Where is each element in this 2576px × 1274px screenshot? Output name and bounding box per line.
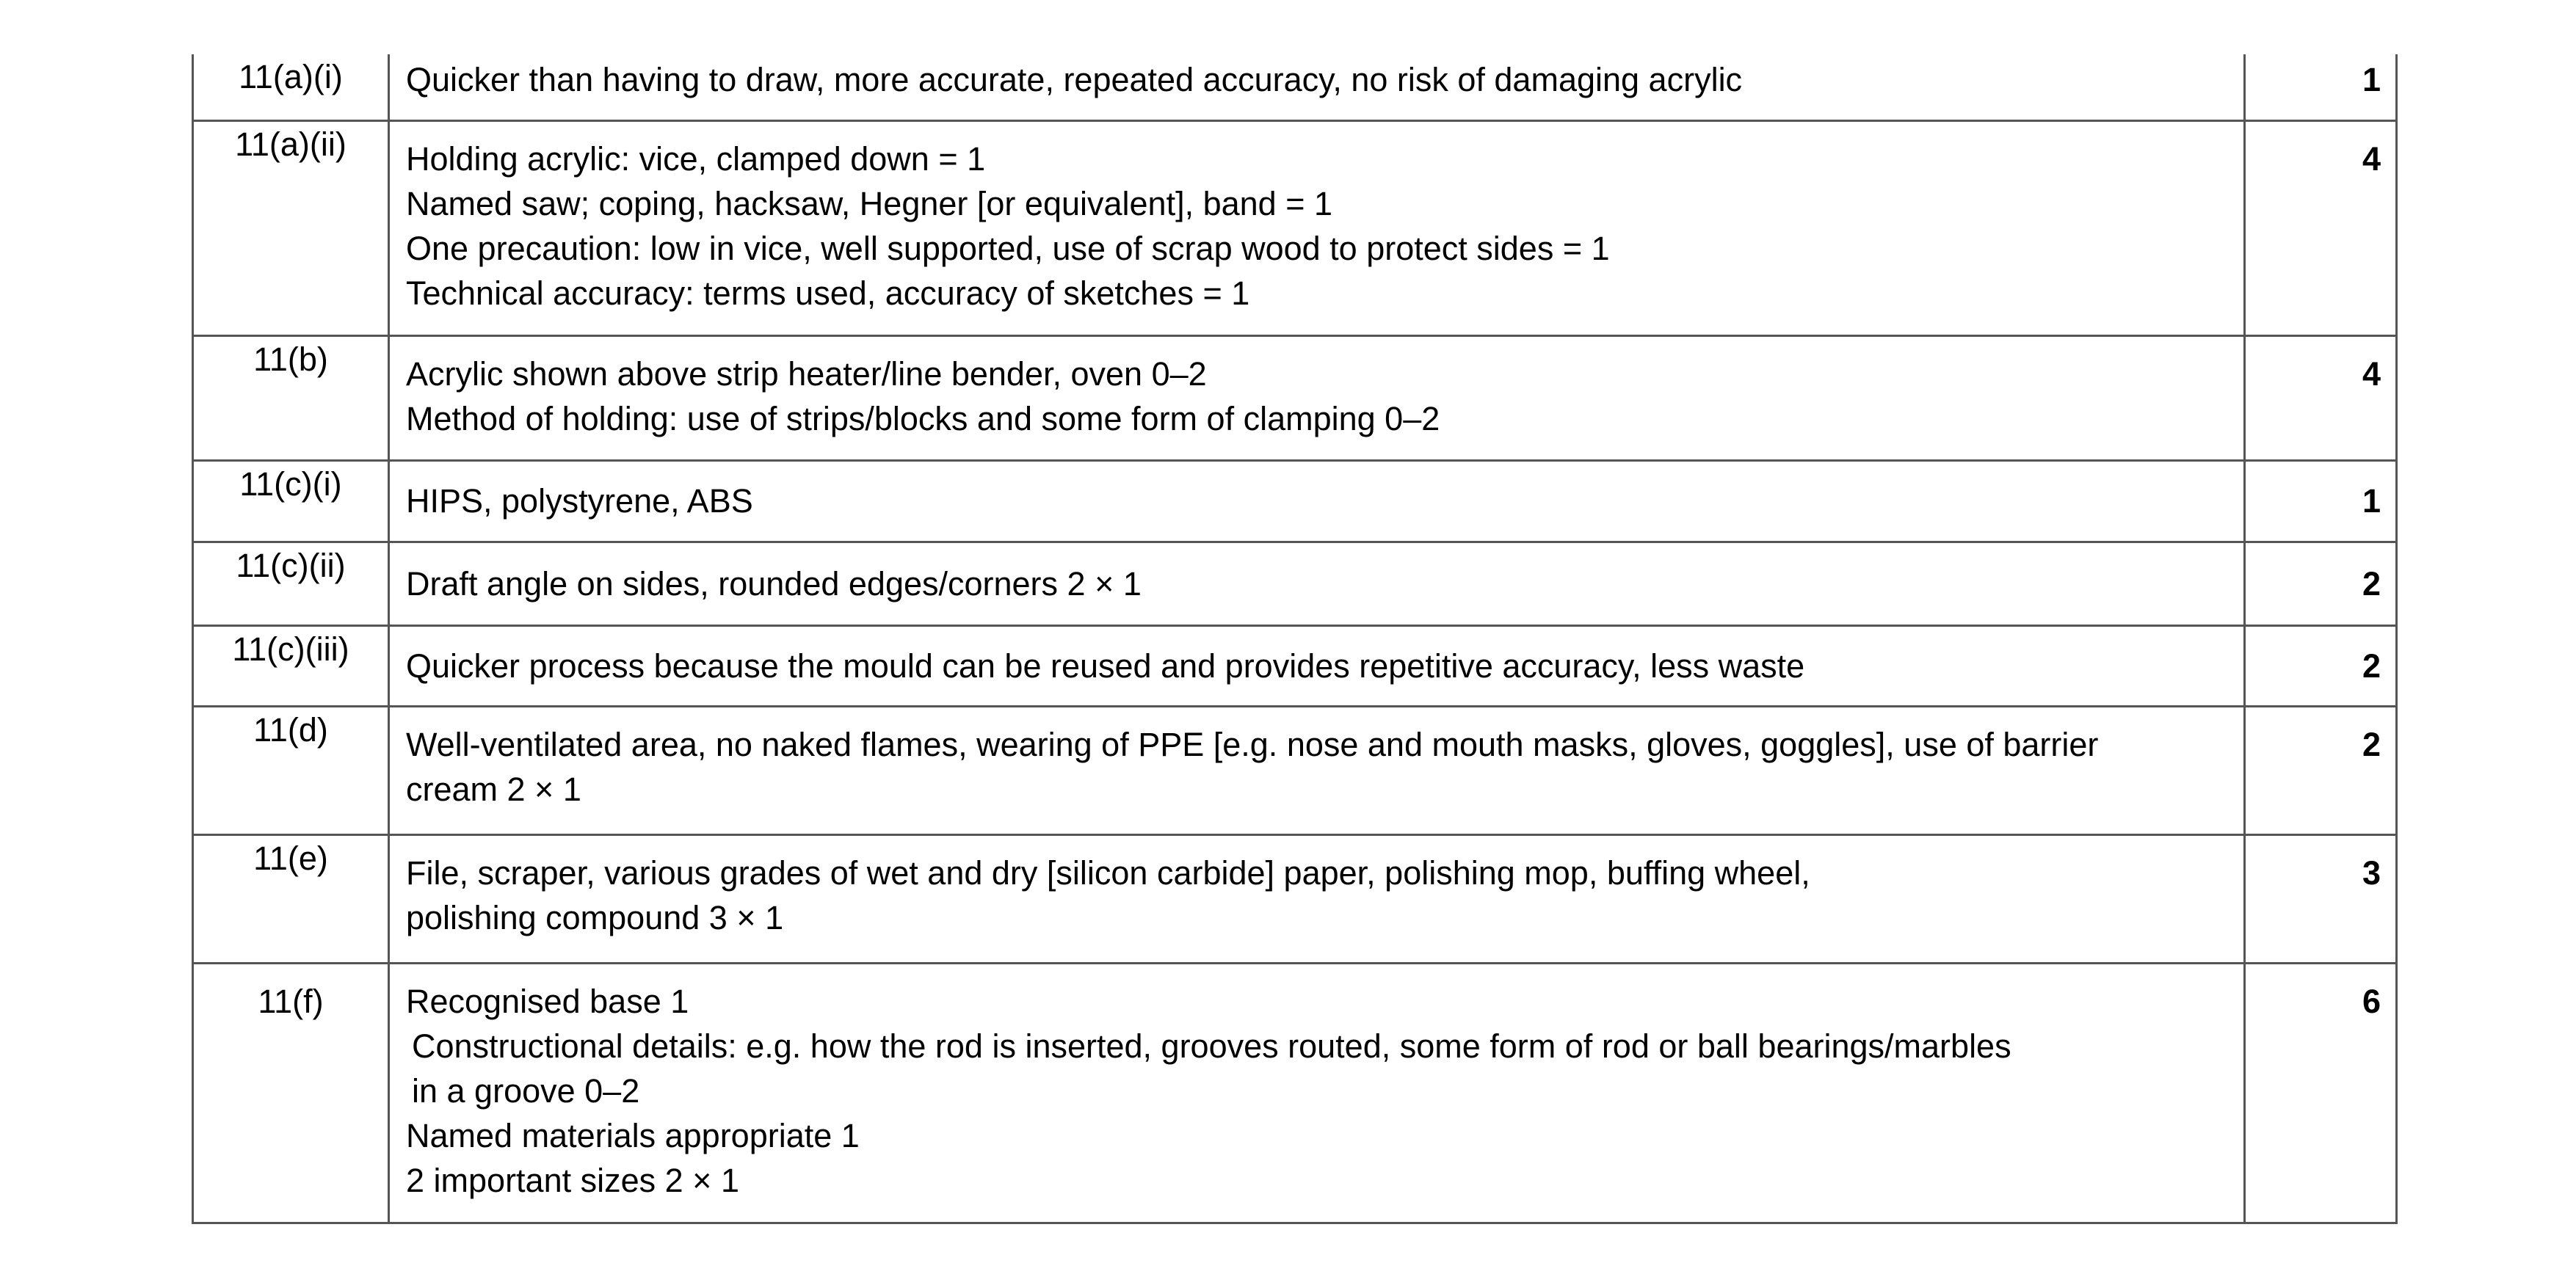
table-row: [193, 834, 2397, 963]
question-number: 11(c)(ii): [193, 542, 389, 625]
answer-cell: [389, 460, 2245, 542]
marks-cell: 2: [2245, 625, 2397, 706]
question-number: 11(f): [193, 963, 389, 1223]
answer-line: Method of holding: use of strips/blocks and some form of clamping 0–2: [406, 399, 1440, 437]
marks-cell: 1: [2245, 460, 2397, 542]
question-number: 11(a)(ii): [193, 120, 389, 335]
marks-cell: 2: [2245, 706, 2397, 834]
answer-cell: [389, 542, 2245, 625]
answer-line: One precaution: low in vice, well supported, use of scrap wood to protect sides = 1: [406, 229, 1610, 267]
table-row: [193, 120, 2397, 335]
answer-line: Technical accuracy: terms used, accuracy of sketches = 1: [406, 274, 1250, 312]
answer-line: in a groove 0–2: [412, 1071, 640, 1110]
marks-cell: 3: [2245, 834, 2397, 963]
answer-line: Named materials appropriate 1: [406, 1116, 860, 1154]
marks-cell: 6: [2245, 963, 2397, 1223]
answer-cell: [389, 335, 2245, 460]
marks-cell: 4: [2245, 120, 2397, 335]
answer-cell: [389, 706, 2245, 834]
question-number: 11(c)(iii): [193, 625, 389, 706]
question-number: 11(c)(i): [193, 460, 389, 542]
answer-line: Quicker than having to draw, more accurate, repeated accuracy, no risk of damaging acrylic: [406, 61, 1743, 98]
answer-cell: [389, 54, 2245, 120]
answer-line: HIPS, polystyrene, ABS: [406, 482, 753, 520]
marks-cell: 2: [2245, 542, 2397, 625]
mark-scheme-table: [192, 54, 2398, 1224]
question-number: 11(a)(i): [193, 54, 389, 120]
answer-line: 2 important sizes 2 × 1: [406, 1161, 739, 1199]
table-row: [193, 706, 2397, 834]
marks-cell: 1: [2245, 54, 2397, 120]
table-row: [193, 54, 2397, 120]
answer-line: Acrylic shown above strip heater/line bender, oven 0–2: [406, 354, 1207, 393]
marks-cell: 4: [2245, 335, 2397, 460]
answer-line: File, scraper, various grades of wet and dry [silicon carbide] paper, polishing mop, buffing wheel,: [406, 853, 1810, 892]
table-row: [193, 963, 2397, 1223]
answer-cell: [389, 625, 2245, 706]
answer-line: Recognised base 1: [406, 982, 689, 1020]
table-row: [193, 335, 2397, 460]
question-number: 11(e): [193, 834, 389, 963]
table-row: [193, 542, 2397, 625]
answer-line: Constructional details: e.g. how the rod is inserted, grooves routed, some form of rod or ball bearings/marbles: [412, 1027, 2011, 1065]
question-number: 11(b): [193, 335, 389, 460]
table-row: [193, 460, 2397, 542]
answer-cell: [389, 834, 2245, 963]
answer-line: Quicker process because the mould can be reused and provides repetitive accuracy, less waste: [406, 647, 1805, 685]
question-number: 11(d): [193, 706, 389, 834]
answer-cell: [389, 120, 2245, 335]
answer-cell: [389, 963, 2245, 1223]
answer-line: polishing compound 3 × 1: [406, 898, 784, 936]
answer-line: cream 2 × 1: [406, 770, 581, 808]
answer-line: Named saw; coping, hacksaw, Hegner [or equivalent], band = 1: [406, 184, 1332, 222]
answer-line: Draft angle on sides, rounded edges/corners 2 × 1: [406, 564, 1142, 603]
table-row: [193, 625, 2397, 706]
answer-line: Well-ventilated area, no naked flames, wearing of PPE [e.g. nose and mouth masks, gloves, goggles], use of barrier: [406, 725, 2099, 763]
answer-line: Holding acrylic: vice, clamped down = 1: [406, 139, 986, 178]
